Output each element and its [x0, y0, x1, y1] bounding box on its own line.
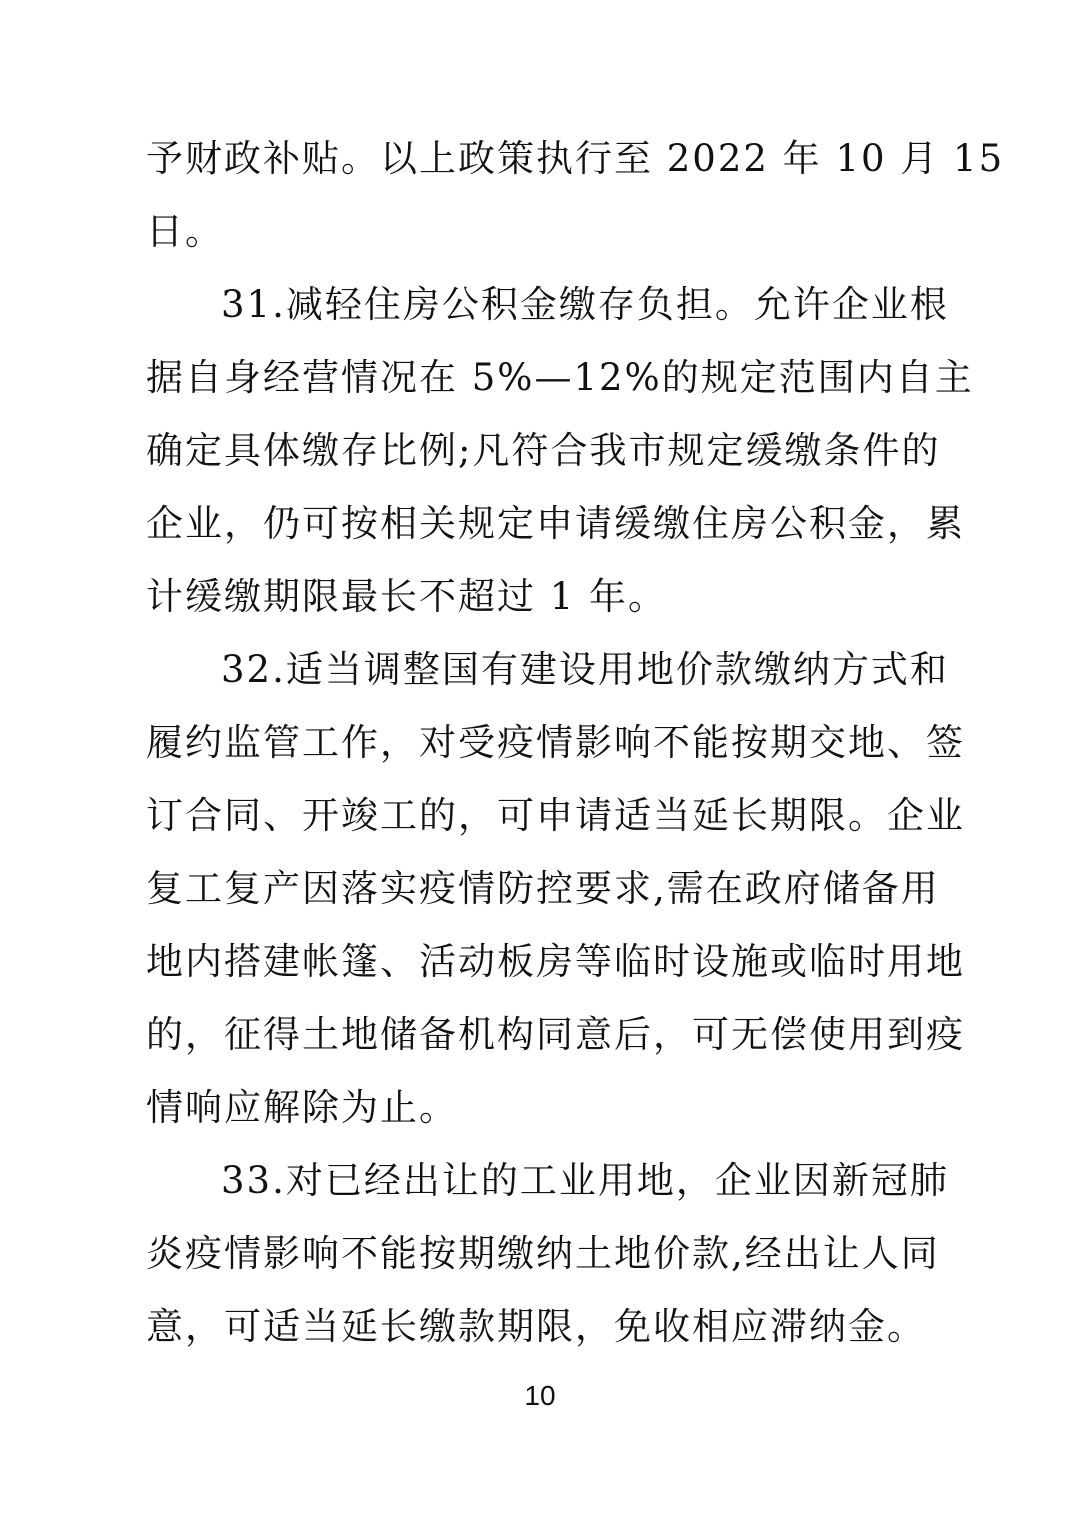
text-line: 地内搭建帐篷、活动板房等临时设施或临时用地 [146, 940, 965, 983]
text-line: 订合同、开竣工的，可申请适当延长期限。企业 [146, 794, 965, 837]
page-number: 10 [524, 1380, 556, 1411]
text-line: 履约监管工作，对受疫情影响不能按期交地、签 [146, 721, 965, 764]
text-line: 企业，仍可按相关规定申请缓缴住房公积金，累 [146, 502, 965, 545]
text-line: 意，可适当延长缴款期限，免收相应滞纳金。 [146, 1305, 926, 1348]
text-line: 计缓缴期限最长不超过 1 年。 [146, 575, 668, 618]
paragraph-33-first-line: 33.对已经出让的工业用地，企业因新冠肺 [221, 1159, 949, 1202]
text-line: 据自身经营情况在 5%—12%的规定范围内自主 [146, 356, 974, 399]
document-body [146, 122, 1005, 1363]
text-line: 日。 [146, 210, 224, 253]
text-line: 予财政补贴。以上政策执行至 2022 年 10 月 15 [146, 137, 1005, 180]
text-line: 复工复产因落实疫情防控要求,需在政府储备用 [146, 867, 940, 910]
paragraph-31-first-line: 31.减轻住房公积金缴存负担。允许企业根 [221, 283, 949, 326]
text-line: 的，征得土地储备机构同意后，可无偿使用到疫 [146, 1013, 965, 1056]
text-line: 炎疫情影响不能按期缴纳土地价款,经出让人同 [146, 1232, 940, 1275]
text-line: 情响应解除为止。 [146, 1086, 458, 1129]
paragraph-32-first-line: 32.适当调整国有建设用地价款缴纳方式和 [221, 648, 949, 691]
text-line: 确定具体缴存比例;凡符合我市规定缓缴条件的 [146, 429, 941, 472]
